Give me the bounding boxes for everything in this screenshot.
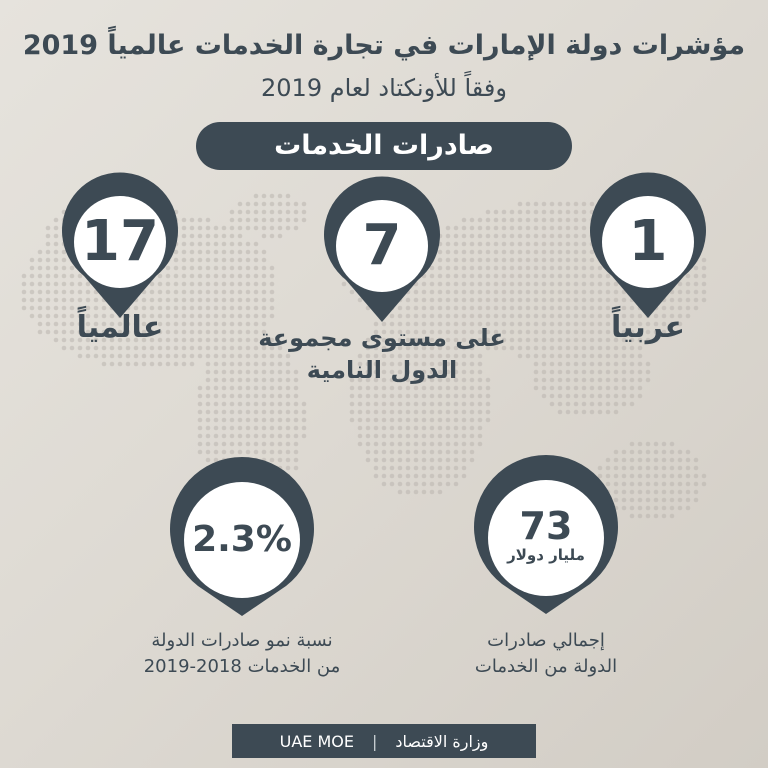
arab-rank-label: عربياً — [611, 310, 685, 345]
services-exports-banner — [196, 122, 572, 170]
growth-rate-label-line2: من الخدمات 2018-2019 — [143, 656, 341, 677]
global-rank-value: 17 — [81, 209, 159, 274]
total-exports-unit: مليار دولار — [507, 546, 585, 564]
brand-separator: | — [371, 731, 378, 751]
brand-arabic: وزارة الاقتصاد — [395, 731, 489, 751]
developing-rank-label-line2: الدول النامية — [306, 356, 458, 384]
brand-english: UAE MOE — [279, 731, 354, 751]
page-title: مؤشرات دولة الإمارات في تجارة الخدمات عالمياً 2019 — [22, 30, 746, 61]
total-exports-pin — [474, 466, 618, 616]
developing-rank-label-line1: على مستوى مجموعة — [258, 324, 506, 352]
developing-rank-value: 7 — [362, 213, 402, 278]
page-subtitle: وفقاً للأونكتاد لعام 2019 — [261, 74, 507, 102]
global-rank-label: عالمياً — [76, 310, 164, 345]
total-exports-value: 73 — [519, 504, 573, 548]
arab-rank-value: 1 — [628, 209, 668, 274]
total-exports-label-line1: إجمالي صادرات — [487, 630, 605, 651]
growth-rate-value: 2.3% — [192, 519, 292, 560]
arab-rank-pin — [590, 184, 706, 320]
developing-rank-pin — [324, 188, 440, 324]
global-rank-pin — [62, 184, 178, 320]
growth-rate-pin — [170, 468, 314, 618]
banner-label: صادرات الخدمات — [274, 130, 494, 161]
total-exports-label-line2: الدولة من الخدمات — [474, 656, 618, 677]
growth-rate-label-line1: نسبة نمو صادرات الدولة — [151, 630, 333, 651]
footer-brand-bar — [232, 724, 536, 758]
